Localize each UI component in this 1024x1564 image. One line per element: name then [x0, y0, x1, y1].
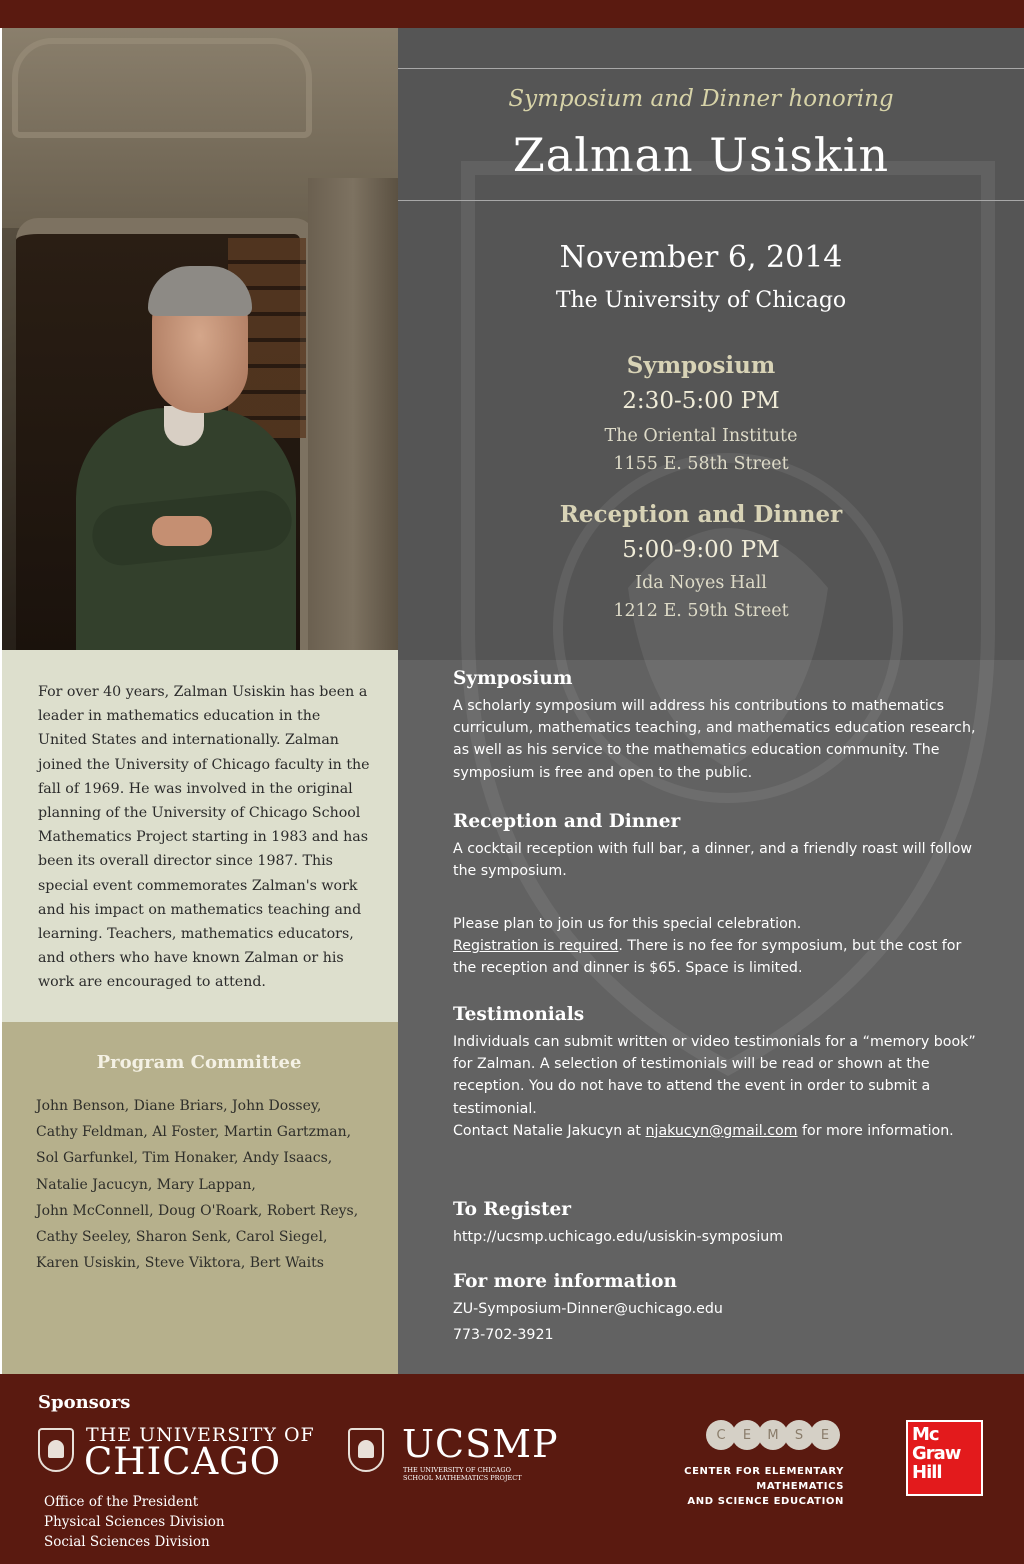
dinner-heading: Reception and Dinner [559, 501, 843, 528]
symposium-details-text: A scholarly symposium will address his contributions to mathematics curriculum, mathematics teaching, and mathematics education research, as well as his service to the mathematics education community. The symposium is free and open to the public. [453, 698, 976, 781]
symposium-details-heading: Symposium [453, 668, 573, 689]
committee-line: Cathy Seeley, Sharon Senk, Carol Siegel, [36, 1229, 328, 1246]
dinner-time: 5:00-9:00 PM [622, 537, 780, 563]
sponsors-label: Sponsors [38, 1392, 131, 1413]
contact-prefix: Contact Natalie Jakucyn at [453, 1122, 646, 1139]
ucsmp-subtitle [403, 1466, 522, 1482]
committee-line: John Benson, Diane Briars, John Dossey, [36, 1098, 322, 1114]
register-info [453, 1199, 983, 1248]
dinner-place: Ida Noyes Hall [635, 573, 767, 593]
mcgraw-line: Hill [912, 1462, 942, 1483]
cemse-name [604, 1464, 844, 1509]
header-rule-top [398, 68, 1024, 69]
cemse-letter: M [758, 1420, 788, 1450]
event-venue: The University of Chicago [555, 288, 847, 313]
mcgraw-hill-logo [906, 1420, 983, 1496]
info-phone: 773-702-3921 [453, 1327, 554, 1344]
office-item: Physical Sciences Division [44, 1514, 225, 1530]
top-bar [0, 0, 1024, 28]
more-info [453, 1271, 983, 1346]
symposium-details [453, 668, 983, 784]
cemse-letter: C [706, 1420, 736, 1450]
plan-line: Please plan to join us for this special celebration. [453, 916, 802, 932]
stone-pillar [308, 178, 398, 650]
committee-title: Program Committee [96, 1052, 302, 1073]
uchicago-crest-icon [38, 1428, 74, 1472]
cemse-line: AND SCIENCE EDUCATION [687, 1496, 844, 1507]
ucsmp-sub-line: THE UNIVERSITY OF CHICAGO [403, 1466, 511, 1474]
registration-cost: . There is no fee for symposium, but the cost for the reception and dinner is $65. Space is limited. [453, 938, 962, 977]
cemse-letter: E [810, 1420, 840, 1450]
testimonials-text: Individuals can submit written or video testimonials for a “memory book” for Zalman. A selection of testimonials will be read or shown at the reception. You do not have to attend the event in order to submit a testimonial. [453, 1034, 976, 1117]
registration-link[interactable]: Registration is required [453, 938, 619, 955]
office-item: Social Sciences Division [44, 1534, 210, 1550]
header-rule-bottom [398, 200, 1024, 201]
committee-line: John McConnell, Doug O'Roark, Robert Reys, [36, 1202, 359, 1219]
reception-details [453, 811, 983, 882]
honoree-name: Zalman Usiskin [512, 128, 890, 182]
program-committee [2, 1022, 398, 1374]
more-info-heading: For more information [453, 1271, 677, 1292]
sponsors-footer [0, 1374, 1024, 1564]
reception-details-text: A cocktail reception with full bar, a dinner, and a friendly roast will follow the symposium. [453, 841, 972, 880]
ucsmp-sub-line: SCHOOL MATHEMATICS PROJECT [403, 1474, 522, 1482]
uchicago-logo-line2: CHICAGO [84, 1440, 282, 1483]
register-url[interactable]: http://ucsmp.uchicago.edu/usiskin-symposium [453, 1229, 784, 1245]
uchicago-logo-line1: THE UNIVERSITY OF [86, 1424, 315, 1446]
cemse-letter: E [732, 1420, 762, 1450]
committee-line: Cathy Feldman, Al Foster, Martin Gartzman, [36, 1124, 352, 1141]
committee-line: Sol Garfunkel, Tim Honaker, Andy Isaacs, [36, 1150, 333, 1167]
contact-suffix: for more information. [797, 1122, 954, 1139]
bio-panel [2, 650, 398, 1022]
register-heading: To Register [453, 1199, 572, 1220]
dinner-address: 1212 E. 59th Street [613, 601, 789, 621]
contact-email-link[interactable]: njakucyn@gmail.com [645, 1122, 798, 1139]
honoree-photo [2, 28, 398, 650]
testimonials-heading: Testimonials [453, 1004, 585, 1025]
committee-line: Karen Usiskin, Steve Viktora, Bert Waits [36, 1255, 324, 1272]
ucsmp-crest-icon [348, 1428, 384, 1472]
mcgraw-line: Graw [912, 1443, 961, 1464]
reception-details-heading: Reception and Dinner [453, 811, 681, 832]
person-hands [152, 516, 212, 546]
office-item: Office of the President [44, 1494, 199, 1510]
testimonials [453, 1004, 983, 1142]
mcgraw-line: Mc [912, 1424, 939, 1445]
event-date: November 6, 2014 [559, 240, 843, 275]
registration-note [453, 913, 983, 980]
ucsmp-logo: UCSMP [402, 1422, 559, 1466]
cemse-letter: S [784, 1420, 814, 1450]
info-email[interactable]: ZU-Symposium-Dinner@uchicago.edu [453, 1301, 723, 1317]
symposium-heading: Symposium [626, 352, 776, 379]
event-subtitle: Symposium and Dinner honoring [508, 86, 894, 112]
symposium-place: The Oriental Institute [604, 426, 798, 446]
event-panel [398, 28, 1024, 1374]
symposium-address: 1155 E. 58th Street [613, 454, 789, 474]
bio-text: For over 40 years, Zalman Usiskin has been a leader in mathematics education in the United States and internationally. Zalman joined the University of Chicago faculty in the fall of 1969. He was involved in the original planning of the University of Chicago School Mathematics Project starting in 1983 and has been its overall director since 1987. This special event commemorates Zalman's work and his impact on mathematics teaching and learning. Teachers, mathematics educators, and others who have known Zalman or his work are encouraged to attend. [38, 684, 370, 991]
symposium-time: 2:30-5:00 PM [622, 388, 780, 414]
cemse-logo [706, 1420, 836, 1450]
uchicago-offices [44, 1492, 225, 1552]
cemse-line: CENTER FOR ELEMENTARY MATHEMATICS [684, 1466, 844, 1492]
committee-line: Natalie Jacucyn, Mary Lappan, [36, 1176, 256, 1193]
